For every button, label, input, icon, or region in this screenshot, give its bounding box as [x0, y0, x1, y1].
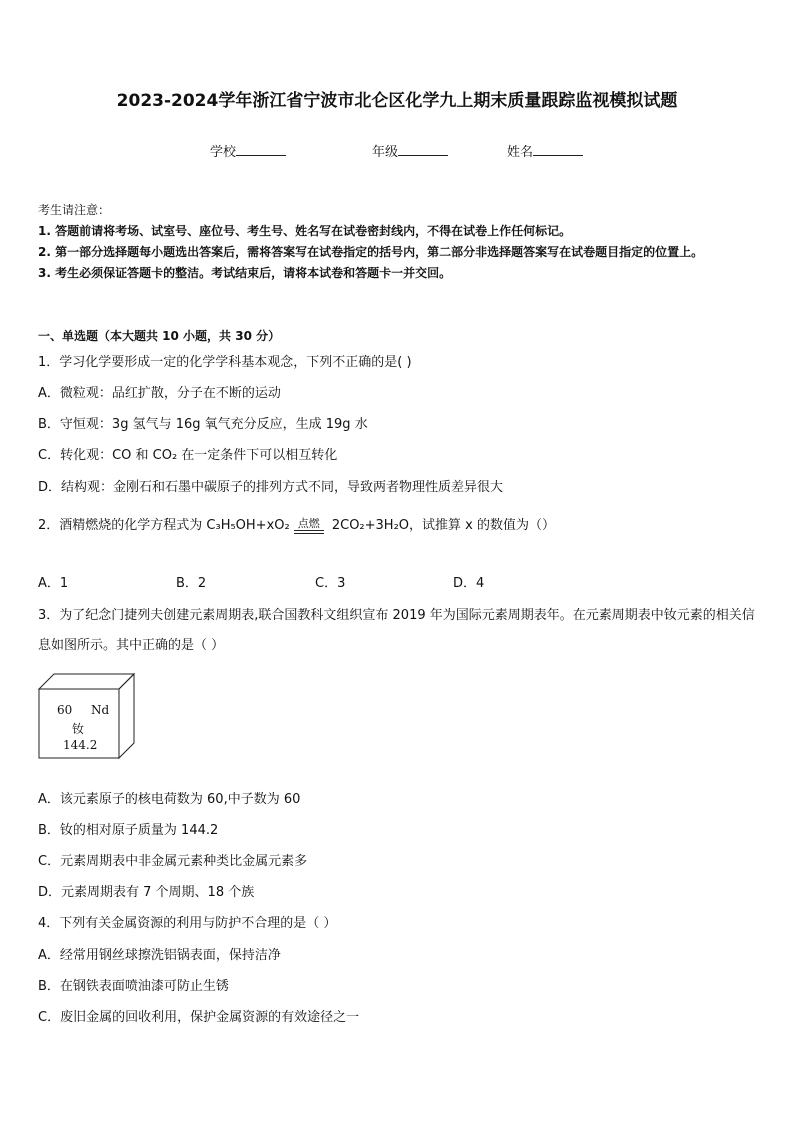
notice-block: [38, 200, 760, 284]
q2-stem-before: 2．酒精燃烧的化学方程式为 C₃H₅OH+xO₂: [38, 518, 290, 533]
notice-item-1: 1. 答题前请将考场、试室号、座位号、考生号、姓名写在试卷密封线内，不得在试卷上作任何标记。: [38, 224, 572, 238]
q3-option-d: D．元素周期表有 7 个周期、18 个族: [38, 885, 255, 900]
q2-stem-after: 2CO₂+3H₂O，试推算 x 的数值为（）: [327, 518, 555, 533]
page-title: 2023-2024学年浙江省宁波市北仑区化学九上期末质量跟踪监视模拟试题: [116, 91, 678, 111]
q2-option-d: D．4: [453, 576, 485, 591]
q2-option-b: B．2: [176, 576, 207, 591]
section-heading: 一、单选题（本大题共 10 小题，共 30 分）: [38, 329, 281, 343]
reaction-condition: 点燃: [297, 516, 320, 530]
q3-option-c: C．元素周期表中非金属元素种类比金属元素多: [38, 854, 308, 869]
grade-label: 年级: [372, 145, 399, 160]
q3-stem: 3．为了纪念门捷列夫创建元素周期表,联合国教科文组织宣布 2019 年为国际元素周期表年。在元素周期表中钕元素的相关信息如图所示。其中正确的是（ ）: [38, 608, 755, 653]
grade-blank: [398, 143, 448, 156]
q2-option-a: A．1: [38, 576, 69, 591]
q4-option-b: B．在钢铁表面喷油漆可防止生锈: [38, 979, 229, 994]
q4-option-c: C．废旧金属的回收利用，保护金属资源的有效途径之一: [38, 1010, 360, 1025]
reaction-arrow: [294, 518, 324, 534]
element-atomic-mass: 144.2: [63, 738, 98, 752]
q3-option-b: B．钕的相对原子质量为 144.2: [38, 823, 219, 838]
notice-heading: 考生请注意：: [38, 203, 111, 217]
q1-stem: 1．学习化学要形成一定的化学学科基本观念，下列不正确的是( ): [38, 355, 412, 370]
q3-option-a: A．该元素原子的核电荷数为 60,中子数为 60: [38, 792, 301, 807]
school-blank: [236, 143, 286, 156]
element-name: 钕: [72, 722, 85, 736]
name-blank: [533, 143, 583, 156]
notice-item-3: 3. 考生必须保证答题卡的整洁。考试结束后，请将本试卷和答题卡一并交回。: [38, 266, 452, 280]
q1-option-c: C．转化观：CO 和 CO₂ 在一定条件下可以相互转化: [38, 448, 338, 463]
q1-option-a: A．微粒观：品红扩散，分子在不断的运动: [38, 386, 281, 401]
element-symbol: Nd: [91, 703, 110, 717]
grade-field: [372, 141, 448, 160]
q2-stem: [38, 516, 555, 536]
q1-option-b: B．守恒观：3g 氢气与 16g 氧气充分反应，生成 19g 水: [38, 417, 368, 432]
notice-item-2: 2. 第一部分选择题每小题选出答案后，需将答案写在试卷指定的括号内，第二部分非选择题答案写在试卷题目指定的位置上。: [38, 245, 704, 259]
element-atomic-number: 60: [57, 703, 73, 717]
name-field: [507, 141, 583, 160]
name-label: 姓名: [507, 145, 534, 160]
q4-stem: 4．下列有关金属资源的利用与防护不合理的是（ ）: [38, 916, 337, 931]
q4-option-a: A．经常用钢丝球擦洗铝锅表面，保持洁净: [38, 948, 281, 963]
q1-option-d: D．结构观：金刚石和石墨中碳原子的排列方式不同，导致两者物理性质差异很大: [38, 480, 504, 495]
q2-option-c: C．3: [315, 576, 346, 591]
school-label: 学校: [210, 145, 237, 160]
school-field: [210, 141, 286, 160]
